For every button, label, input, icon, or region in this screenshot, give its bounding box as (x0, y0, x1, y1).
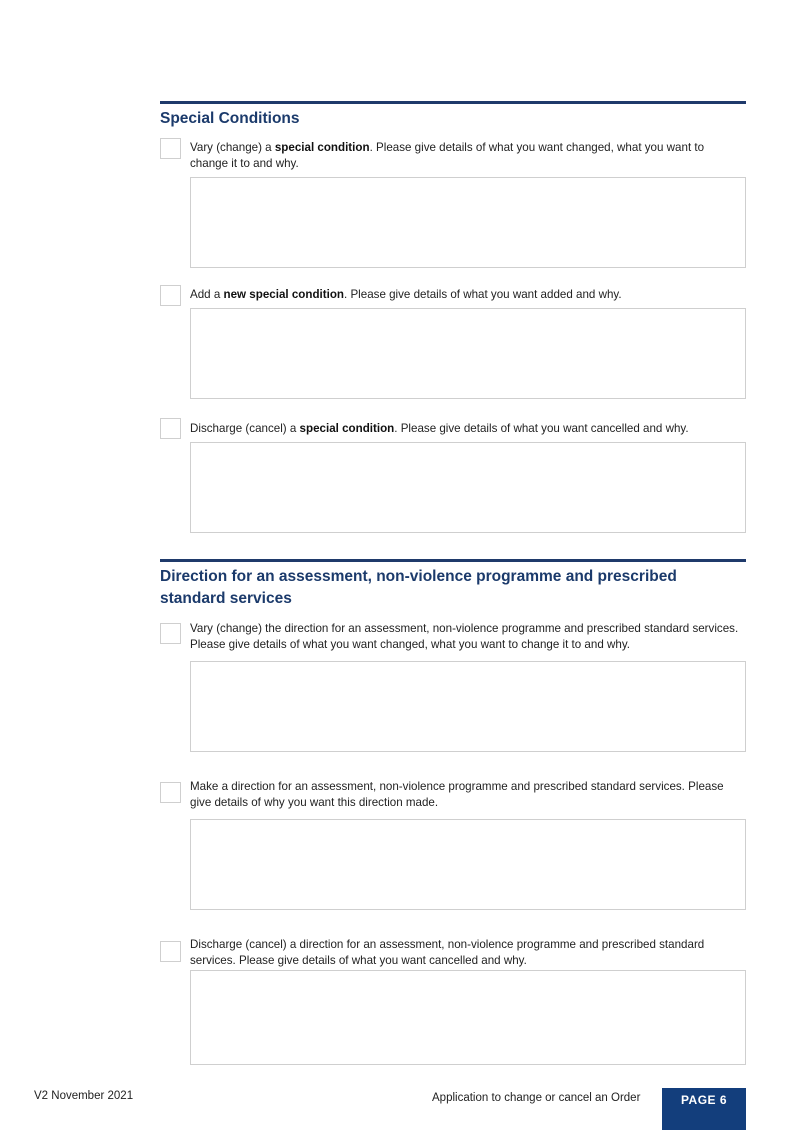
page-number-badge: PAGE 6 (662, 1088, 746, 1130)
checkbox-vary-direction[interactable] (160, 623, 181, 644)
checkbox-make-direction[interactable] (160, 782, 181, 803)
section-divider (160, 559, 746, 562)
details-discharge-special-condition[interactable] (190, 442, 746, 533)
label-discharge-special-condition: Discharge (cancel) a special condition. Please give details of what you want cancelled and why. (190, 422, 689, 435)
label-make-direction: Make a direction for an assessment, non-violence programme and prescribed standard services. Please give details of why you want this direction made. (190, 780, 724, 809)
label-discharge-direction: Discharge (cancel) a direction for an assessment, non-violence programme and prescribed standard services. Please give details of what you want cancelled and why. (190, 938, 705, 967)
footer-version: V2 November 2021 (34, 1090, 134, 1102)
label-vary-special-condition: Vary (change) a special condition. Please give details of what you want changed, what you want to change it to and why. (190, 141, 705, 170)
details-vary-direction[interactable] (190, 661, 746, 752)
checkbox-discharge-special-condition[interactable] (160, 418, 181, 439)
section-heading-direction: Direction for an assessment, non-violence programme and prescribed standard services (160, 568, 677, 607)
checkbox-add-special-condition[interactable] (160, 285, 181, 306)
checkbox-vary-special-condition[interactable] (160, 138, 181, 159)
footer-document-title: Application to change or cancel an Order (432, 1092, 641, 1104)
label-vary-direction: Vary (change) the direction for an assessment, non-violence programme and prescribed standard services. Please give details of what you want changed, what you want to change it to and why. (190, 622, 739, 651)
section-divider (160, 101, 746, 104)
checkbox-discharge-direction[interactable] (160, 941, 181, 962)
label-add-special-condition: Add a new special condition. Please give details of what you want added and why. (190, 288, 622, 301)
details-discharge-direction[interactable] (190, 970, 746, 1065)
details-vary-special-condition[interactable] (190, 177, 746, 268)
details-add-special-condition[interactable] (190, 308, 746, 399)
section-heading-special-conditions: Special Conditions (160, 110, 300, 127)
details-make-direction[interactable] (190, 819, 746, 910)
